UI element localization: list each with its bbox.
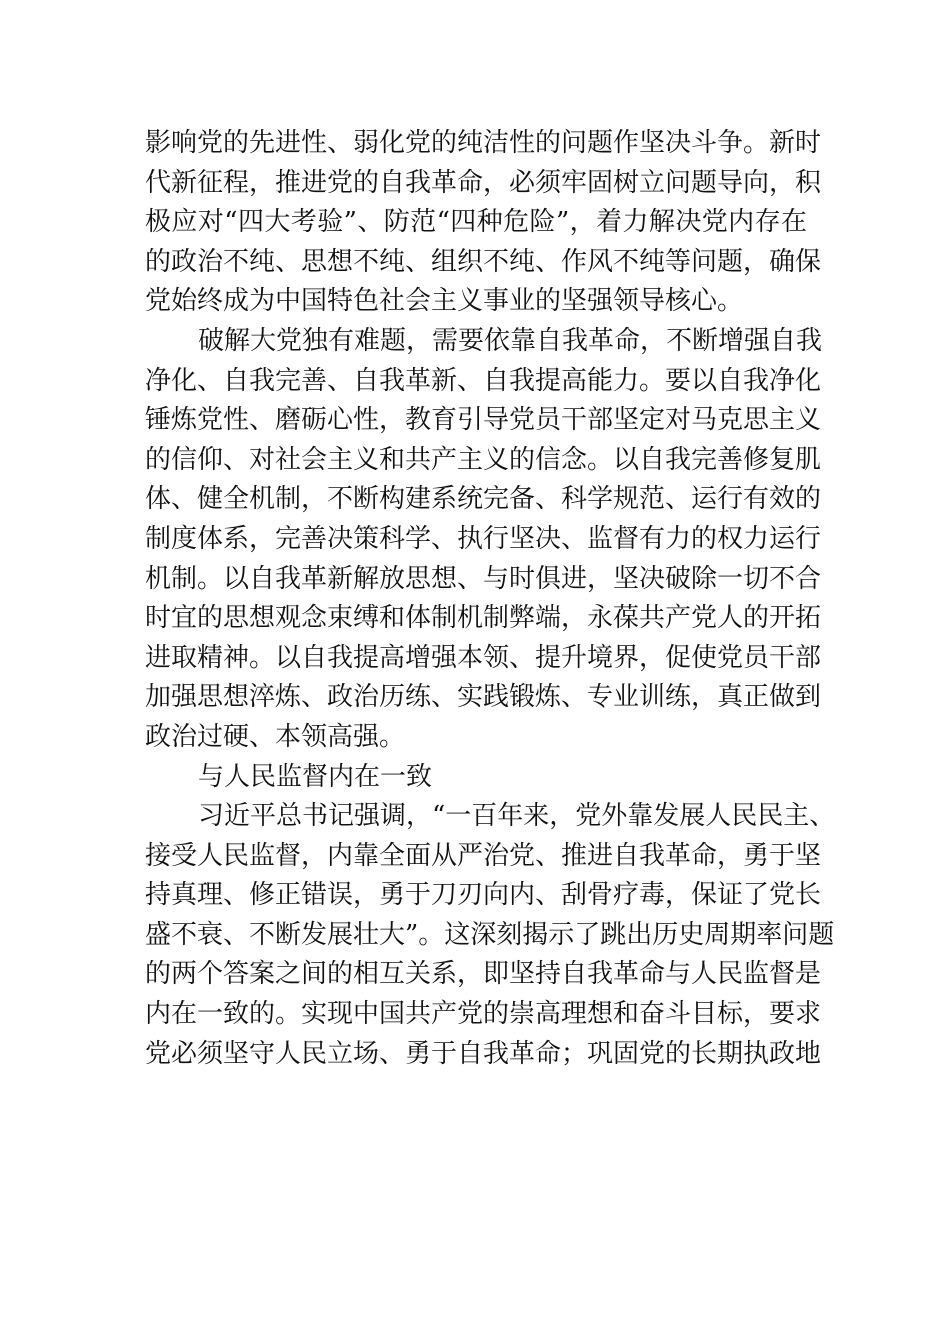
text-line: 时宜的思想观念束缚和体制机制弊端，永葆共产党人的开拓	[145, 603, 822, 634]
text-line: 盛不衰、不断发展壮大”。这深刻揭示了跳出历史周期率问题	[145, 919, 835, 950]
text-line: 习近平总书记强调，“一百年来，党外靠发展人民民主、	[198, 801, 836, 832]
text-line: 政治过硬、本领高强。	[145, 721, 406, 752]
text-line: 的信仰、对社会主义和共产主义的信念。以自我完善修复肌	[145, 444, 822, 475]
heading-text: 与人民监督内在一致	[198, 761, 433, 792]
paragraph-2	[145, 322, 823, 758]
text-line: 锤炼党性、磨砺心性，教育引导党员干部坚定对马克思主义	[145, 405, 822, 436]
text-line: 体、健全机制，不断构建系统完备、科学规范、运行有效的	[145, 484, 822, 515]
text-line: 党始终成为中国特色社会主义事业的坚强领导核心。	[145, 286, 744, 317]
text-line: 接受人民监督，内靠全面从严治党、推进自我革命，勇于坚	[145, 840, 822, 871]
text-line: 影响党的先进性、弱化党的纯洁性的问题作坚决斗争。新时	[145, 128, 822, 158]
text-line: 制度体系，完善决策科学、执行坚决、监督有力的权力运行	[145, 523, 822, 554]
paragraph-3	[145, 797, 836, 1074]
text-line: 党必须坚守人民立场、勇于自我革命；巩固党的长期执政地	[145, 1038, 822, 1069]
document-body	[145, 124, 836, 1074]
text-line: 的政治不纯、思想不纯、组织不纯、作风不纯等问题，确保	[145, 246, 822, 277]
text-line: 加强思想淬炼、政治历练、实践锻炼、专业训练，真正做到	[145, 682, 822, 713]
section-heading	[145, 758, 807, 798]
text-line: 破解大党独有难题，需要依靠自我革命，不断增强自我	[198, 325, 823, 356]
text-line: 代新征程，推进党的自我革命，必须牢固树立问题导向，积	[145, 167, 822, 198]
text-line: 的两个答案之间的相互关系，即坚持自我革命与人民监督是	[145, 959, 822, 990]
paragraph-1	[145, 124, 822, 322]
text-line: 内在一致的。实现中国共产党的崇高理想和奋斗目标，要求	[145, 999, 822, 1030]
text-line: 机制。以自我革新解放思想、与时俱进，坚决破除一切不合	[145, 563, 822, 594]
text-line: 净化、自我完善、自我革新、自我提高能力。要以自我净化	[145, 365, 822, 396]
text-line: 极应对“四大考验”、防范“四种危险”，着力解决党内存在	[145, 207, 807, 238]
text-line: 进取精神。以自我提高增强本领、提升境界，促使党员干部	[145, 642, 822, 673]
text-line: 持真理、修正错误，勇于刀刃向内、刮骨疗毒，保证了党长	[145, 880, 822, 911]
